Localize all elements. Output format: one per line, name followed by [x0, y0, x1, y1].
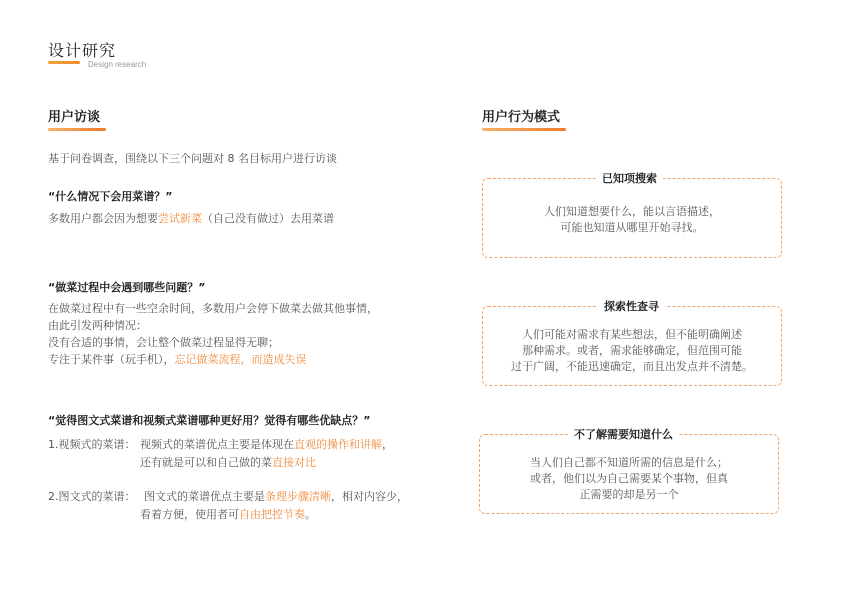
- page-subtitle: Design research: [88, 60, 147, 69]
- section-underline-interview: [48, 128, 106, 131]
- interview-intro: 基于问卷调查，围绕以下三个问题对 8 名目标用户进行访谈: [48, 152, 337, 165]
- box-2-text: 人们可能对需求有某些想法，但不能明确阐述 那种需求。或者，需求能够确定，但范围可能 过于广阔，不能迅速确定，而且出发点并不清楚。: [511, 328, 753, 373]
- video-recipe-line-2: 还有就是可以和自己做的菜直接对比: [140, 456, 316, 469]
- section-heading-behavior: 用户行为模式: [482, 110, 561, 125]
- video-recipe-line-1: 视频式的菜谱优点主要是体现在直观的操作和讲解，: [140, 438, 393, 451]
- answer-1: 多数用户都会因为想要尝试新菜（自己没有做过）去用菜谱: [48, 212, 334, 225]
- box-2-title: 探索性查寻: [598, 298, 665, 314]
- answer-2: [48, 300, 378, 368]
- question-3: “觉得图文式菜谱和视频式菜谱哪种更好用？觉得有哪些优缺点？”: [48, 414, 371, 427]
- video-recipe-label: 1.视频式的菜谱：: [48, 438, 136, 451]
- box-1-title: 已知项搜索: [596, 170, 663, 186]
- question-1: “什么情况下会用菜谱？”: [48, 190, 173, 203]
- box-3-text: 当人们自己都不知道所需的信息是什么； 或者，他们以为自己需要某个事物，但真 正需要的却是另一个: [530, 456, 728, 501]
- answer-1-highlight: 尝试新菜: [158, 212, 202, 225]
- section-underline-behavior: [482, 128, 566, 131]
- answer-2-line-3: 没有合适的事情，会让整个做菜过程显得无聊；: [48, 336, 279, 349]
- answer-2-line-1: 在做菜过程中有一些空余时间，多数用户会停下做菜去做其他事情，: [48, 302, 378, 315]
- box-3-title: 不了解需要知道什么: [568, 426, 679, 442]
- text-recipe-line-1: 图文式的菜谱优点主要是条理步骤清晰，相对内容少，: [144, 490, 408, 503]
- answer-2-highlight: 忘记做菜流程，而造成失误: [174, 353, 307, 366]
- answer-2-line-4: 专注于某件事（玩手机），忘记做菜流程，而造成失误: [48, 353, 307, 366]
- page-title: 设计研究: [48, 41, 117, 60]
- question-2: “做菜过程中会遇到哪些问题？”: [48, 281, 206, 294]
- text-recipe-line-2: 看着方便，使用者可自由把控节奏。: [140, 508, 316, 521]
- section-heading-interview: 用户访谈: [48, 110, 101, 125]
- answer-2-line-2: 由此引发两种情况：: [48, 319, 147, 332]
- title-underline: [48, 61, 80, 64]
- box-1-text: 人们知道想要什么，能以言语描述， 可能也知道从哪里开始寻找。: [544, 205, 720, 234]
- text-recipe-label: 2.图文式的菜谱：: [48, 490, 136, 503]
